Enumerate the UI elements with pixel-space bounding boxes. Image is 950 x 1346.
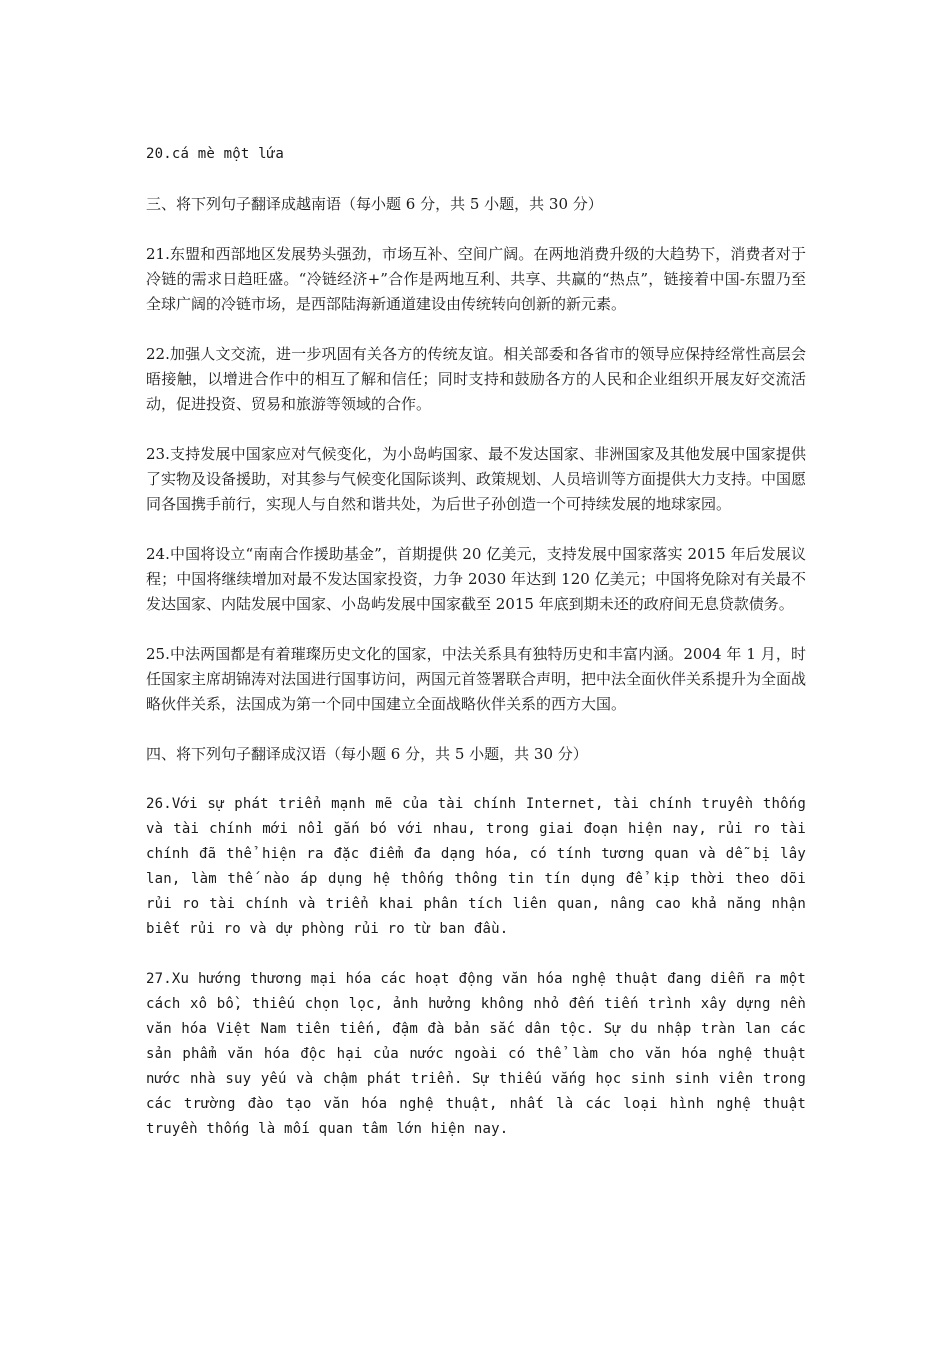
document-page [146, 142, 806, 1142]
section-4-heading: 四、将下列句子翻译成汉语（每小题 6 分，共 5 小题，共 30 分） [146, 745, 588, 763]
question-25: 25.中法两国都是有着璀璨历史文化的国家，中法关系具有独特历史和丰富内涵。2004 年 1 月，时任国家主席胡锦涛对法国进行国事访问，两国元首签署联合声明，把中法全面伙伴关系提升为全面战略伙伴关系，法国成为第一个同中国建立全面战略伙伴关系的西方大国。 [146, 645, 807, 713]
question-20: 20.cá mè một lứa [146, 146, 285, 162]
question-21: 21.东盟和西部地区发展势头强劲，市场互补、空间广阔。在两地消费升级的大趋势下，消费者对于冷链的需求日趋旺盛。“冷链经济+”合作是两地互利、共享、共赢的“热点”，链接着中国-东盟乃至全球广阔的冷链市场，是西部陆海新通道建设由传统转向创新的新元素。 [146, 245, 806, 313]
question-27: 27.Xu hướng thương mại hóa các hoạt động văn hóa nghệ thuật đang diễn ra một cách xô bồ, thiếu chọn lọc, ảnh hưởng không nhỏ đến tiến trình xây dựng nền văn hóa Việt Nam tiên tiến, đậm đà bản sắc dân tộc. Sự du nhập tràn lan các sản phẩm văn hóa độc hại của nước ngoài có thể làm cho văn hóa nghệ thuật nước nhà suy yếu và chậm phát triển. Sự thiếu vắng học sinh sinh viên trong các trường đào tạo văn hóa nghệ thuật, nhất là các loại hình nghệ thuật truyền thống là mối quan tâm lớn hiện nay. [146, 971, 806, 1137]
question-26: 26.Với sự phát triển mạnh mẽ của tài chính Internet, tài chính truyền thống và tài chính mới nổi gắn bó với nhau, trong giai đoạn hiện nay, rủi ro tài chính đã thể hiện ra đặc điểm đa dạng hóa, có tính tương quan và dễ bị lây lan, làm thế nào áp dụng hệ thống thông tin tín dụng để kịp thời theo dõi rủi ro tài chính và triển khai phân tích liên quan, nâng cao khả năng nhận biết rủi ro và dự phòng rủi ro từ ban đầu. [146, 796, 806, 937]
question-22: 22.加强人文交流，进一步巩固有关各方的传统友谊。相关部委和各省市的领导应保持经常性高层会晤接触，以增进合作中的相互了解和信任；同时支持和鼓励各方的人民和企业组织开展友好交流活动，促进投资、贸易和旅游等领域的合作。 [146, 345, 806, 413]
question-24: 24.中国将设立“南南合作援助基金”，首期提供 20 亿美元，支持发展中国家落实 2015 年后发展议程；中国将继续增加对最不发达国家投资，力争 2030 年达到 120 亿美元；中国将免除对有关最不发达国家、内陆发展中国家、小岛屿发展中国家截至 2015 年底到期未还的政府间无息贷款债务。 [146, 545, 806, 613]
section-3-heading: 三、将下列句子翻译成越南语（每小题 6 分，共 5 小题，共 30 分） [146, 195, 603, 213]
question-23: 23.支持发展中国家应对气候变化，为小岛屿国家、最不发达国家、非洲国家及其他发展中国家提供了实物及设备援助，对其参与气候变化国际谈判、政策规划、人员培训等方面提供大力支持。中国愿同各国携手前行，实现人与自然和谐共处，为后世子孙创造一个可持续发展的地球家园。 [146, 445, 807, 513]
